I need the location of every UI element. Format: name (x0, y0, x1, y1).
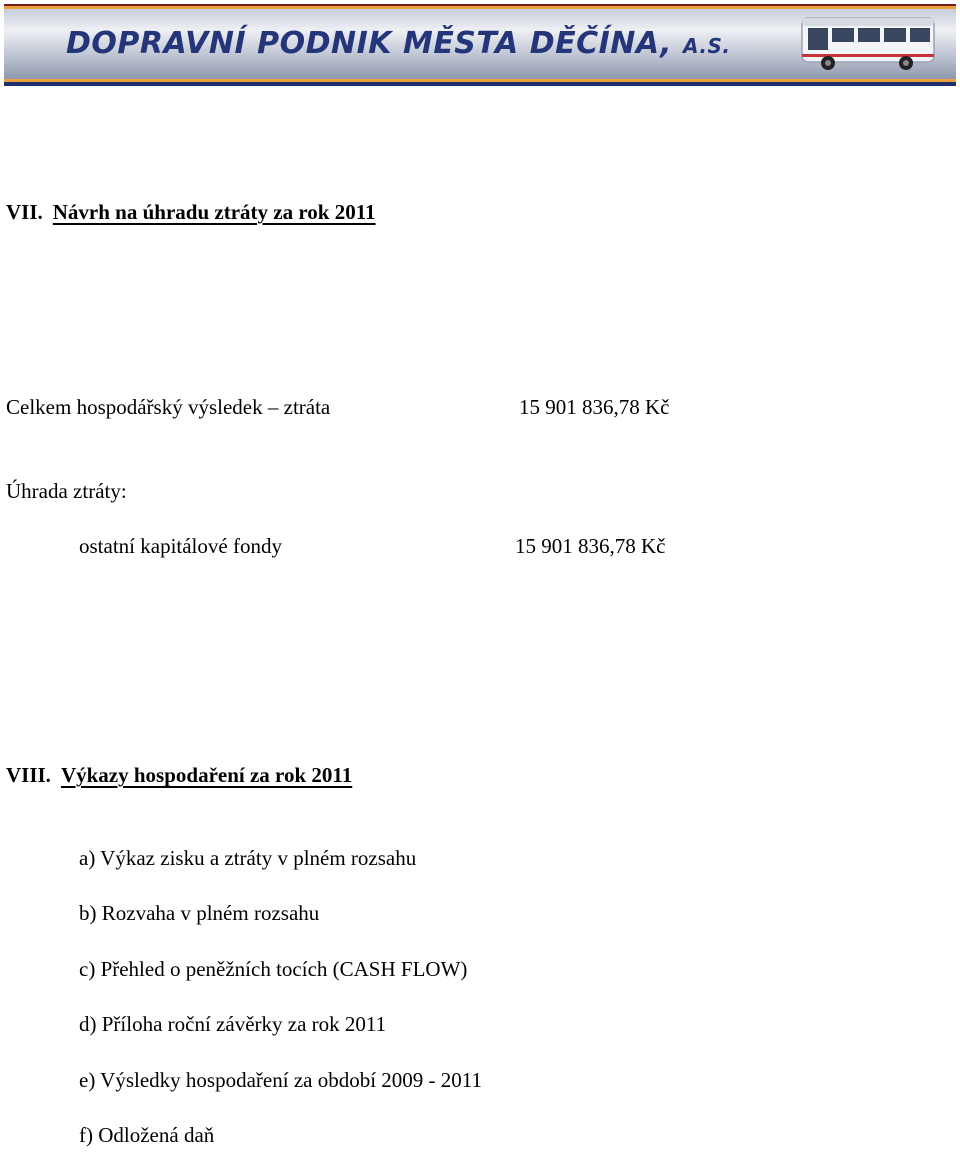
list-item: e) Výsledky hospodaření za období 2009 - 2011 (79, 1068, 483, 1092)
company-name: DOPRAVNÍ PODNIK MĚSTA DĚČÍNA, (66, 26, 673, 61)
section-7-title: Návrh na úhradu ztráty za rok 2011 (52, 200, 376, 224)
section-8-title: Výkazy hospodaření za rok 2011 (60, 763, 353, 787)
section-7-number: VII. (6, 200, 43, 224)
list-item: a) Výkaz zisku a ztráty v plném rozsahu (79, 846, 417, 870)
section-8-heading (6, 763, 352, 788)
section-8-number: VIII. (6, 763, 51, 787)
loss-coverage-label: Úhrada ztráty: (6, 479, 127, 503)
company-title (66, 26, 730, 61)
list-item: d) Příloha roční závěrky za rok 2011 (79, 1012, 387, 1036)
capital-funds-label: ostatní kapitálové fondy (79, 534, 282, 558)
bus-icon (798, 10, 938, 72)
company-suffix: A.S. (683, 34, 731, 58)
section-7-heading (6, 200, 376, 225)
list-item: b) Rozvaha v plném rozsahu (79, 901, 320, 925)
capital-funds-value: 15 901 836,78 Kč (515, 534, 666, 558)
header-banner (4, 4, 956, 86)
list-item: f) Odložená daň (79, 1123, 215, 1147)
total-result-label: Celkem hospodářský výsledek – ztráta (6, 395, 331, 419)
list-item: c) Přehled o peněžních tocích (CASH FLOW) (79, 957, 468, 981)
banner-bottom-stripe (4, 79, 956, 86)
total-result-value: 15 901 836,78 Kč (519, 395, 670, 419)
